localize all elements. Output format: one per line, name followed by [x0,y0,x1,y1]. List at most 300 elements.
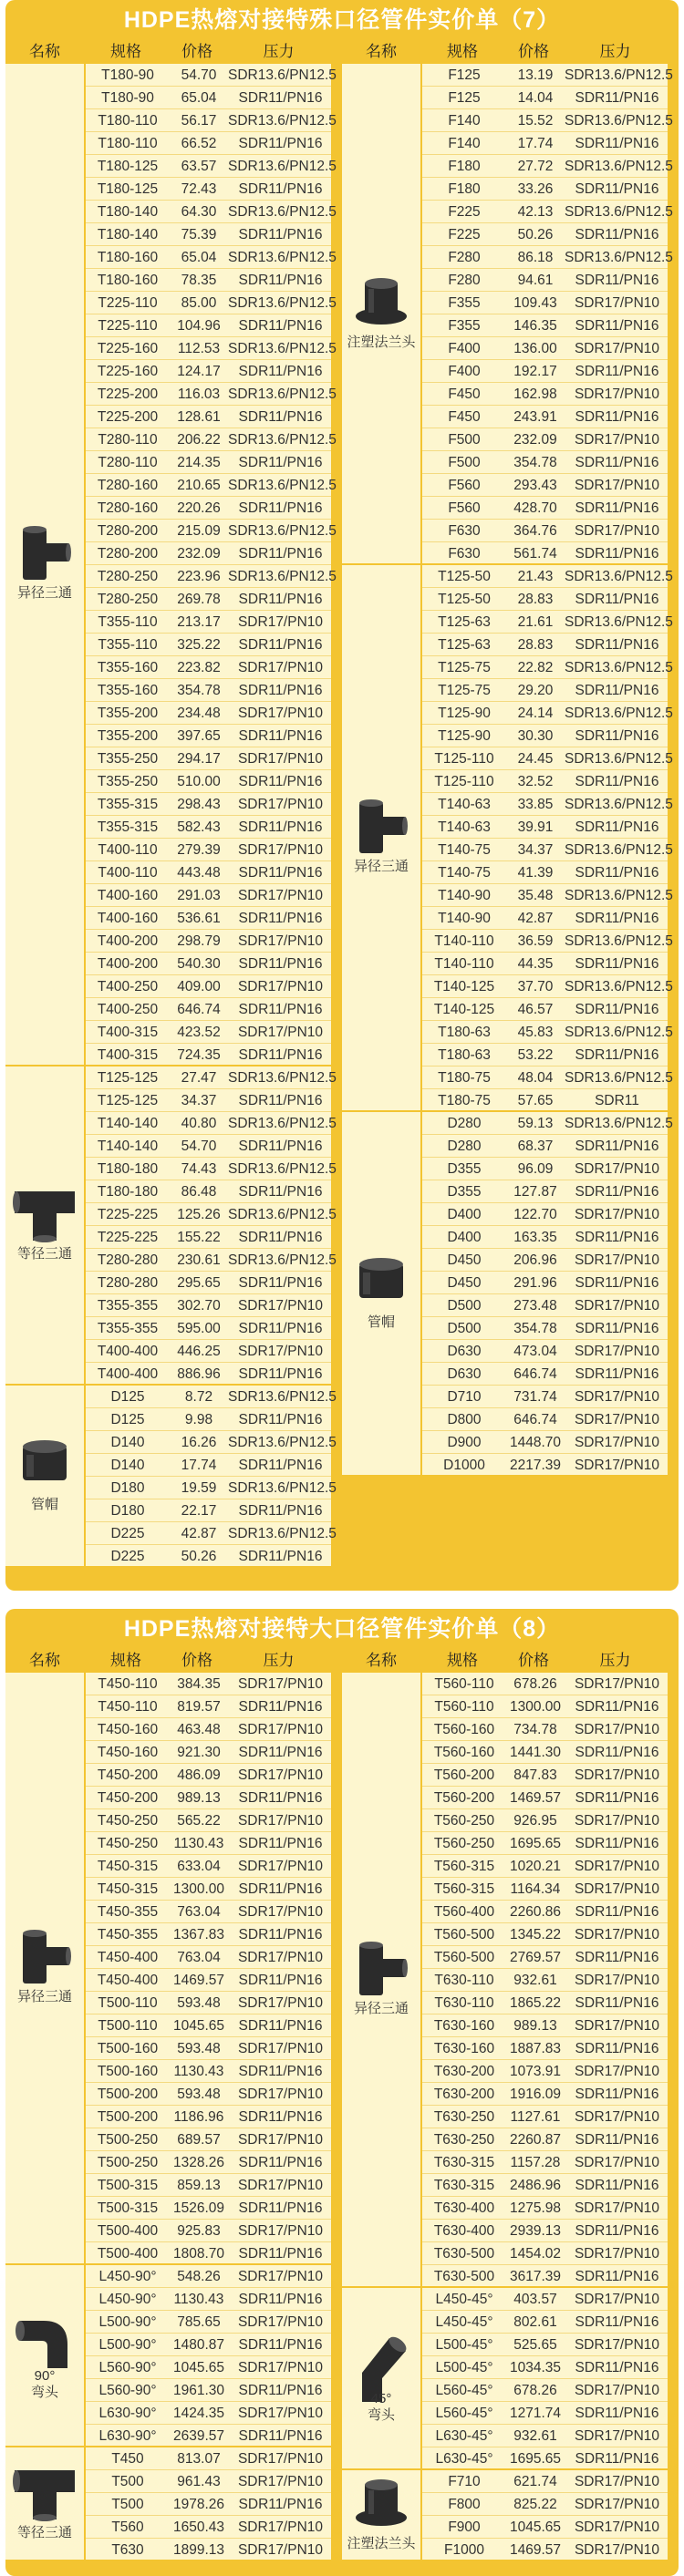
header-price: 价格 [518,1652,549,1669]
spec-cell: F710 [448,2474,481,2489]
pressure-cell: SDR11/PN16 [238,819,323,835]
price-cell: 50.26 [517,227,554,242]
price-cell: 206.22 [177,432,221,448]
price-cell: 2217.39 [509,1458,562,1473]
price-cell: 1130.43 [173,2292,224,2307]
pressure-cell: SDR11/PN16 [575,90,659,106]
spec-cell: T225-200 [97,386,159,402]
table-row [422,1363,668,1386]
pressure-cell: SDR11/PN16 [238,865,323,881]
price-cell: 989.13 [177,1790,221,1806]
spec-cell: D355 [447,1161,482,1177]
spec-cell: T630-160 [433,2018,495,2034]
table-row [422,1764,668,1787]
price-cell: 1865.22 [509,1995,562,2011]
table-row [422,201,673,223]
price-cell: 646.74 [513,1412,557,1427]
pressure-cell: SDR11/PN16 [238,136,323,151]
pressure-cell: SDR17/PN10 [237,1995,324,2011]
price-cell: 42.87 [517,911,554,926]
table-row [422,770,668,793]
spec-cell: T280-280 [97,1275,159,1291]
spec-cell: F355 [448,295,481,311]
table-row [422,588,668,611]
spec-cell: D400 [447,1230,482,1245]
pressure-cell: SDR17/PN10 [574,1767,660,1783]
spec-cell: L450-90° [98,2292,157,2307]
pressure-cell: SDR17/PN10 [574,2497,660,2512]
spec-cell: T225-200 [97,409,159,425]
pressure-cell: SDR11/PN16 [575,637,659,653]
pressure-cell: SDR17/PN10 [574,2200,660,2216]
table-row [422,1089,668,1112]
table-row [86,2128,331,2151]
section-title: HDPE热熔对接特殊口径管件实价单（7） [123,7,561,33]
pressure-cell: SDR13.6/PN12.5 [228,569,337,584]
pressure-cell: SDR11/PN16 [238,1699,323,1715]
pressure-cell: SDR11/PN16 [238,592,323,607]
price-cell: 269.78 [177,592,221,607]
price-cell: 1454.02 [509,2246,562,2262]
spec-cell: F560 [448,478,481,493]
price-cell: 428.70 [513,500,557,516]
pressure-cell: SDR13.6/PN12.5 [565,979,673,994]
price-cell: 847.83 [513,1767,557,1783]
spec-cell: T225-160 [97,341,159,356]
price-cell: 94.61 [517,273,554,288]
product-group [5,1066,84,1384]
header-spec: 规格 [110,1652,141,1669]
price-cell: 1300.00 [172,1881,225,1897]
table-row [86,155,337,178]
pressure-cell: SDR17/PN10 [574,2155,660,2170]
pressure-cell: SDR17/PN10 [574,2018,660,2034]
table-row [86,975,331,998]
price-cell: 136.00 [513,341,557,356]
spec-cell: T180-90 [101,90,154,106]
table-row [86,2037,331,2060]
pressure-cell: SDR17/PN10 [237,797,324,812]
spec-cell: L450-45° [435,2314,493,2330]
table-row [422,1203,668,1226]
price-cell: 273.48 [513,1298,557,1314]
pressure-cell: SDR13.6/PN12.5 [565,888,673,903]
table-row [422,1386,668,1408]
spec-cell: T400-200 [97,956,159,972]
table-row [86,246,337,269]
product-group [5,2447,84,2560]
spec-cell: T630-400 [433,2200,495,2216]
table-row [422,360,668,383]
header-pressure: 压力 [599,43,631,60]
pressure-cell: SDR17/PN10 [237,2360,324,2375]
table-row [86,1135,331,1158]
pressure-cell: SDR11/PN16 [575,1275,659,1291]
table-row [422,223,668,246]
spec-cell: T630 [111,2542,144,2558]
spec-cell: D180 [110,1480,145,1496]
spec-cell: T280-110 [98,432,158,448]
table-row [422,565,673,588]
price-cell: 66.52 [181,136,217,151]
price-cell: 215.09 [177,523,221,539]
price-cell: 1020.21 [509,1859,562,1874]
spec-cell: L560-45° [435,2406,493,2421]
pressure-cell: SDR17/PN10 [237,2451,324,2467]
table-row [422,1044,668,1066]
table-row [422,87,668,109]
spec-cell: T630-110 [434,1973,494,1988]
table-row [86,2174,331,2197]
pressure-cell: SDR13.6/PN12.5 [228,204,337,220]
price-cell: 486.09 [177,1767,221,1783]
pressure-cell: SDR17/PN10 [237,1767,324,1783]
price-cell: 1130.43 [173,2064,224,2079]
spec-cell: T355-315 [97,797,159,812]
table-row [422,109,673,132]
price-cell: 54.70 [181,67,217,83]
spec-cell: T500-160 [97,2041,159,2056]
pressure-cell: SDR11/PN16 [575,1699,659,1715]
spec-cell: T140-63 [438,797,491,812]
price-cell: 29.20 [517,683,554,698]
pressure-cell: SDR13.6/PN12.5 [228,1389,337,1405]
spec-cell: D280 [447,1116,482,1131]
table-row [86,1294,331,1317]
price-cell: 14.04 [517,90,554,106]
price-cell: 57.65 [517,1093,554,1108]
table-row [422,1249,668,1272]
pressure-cell: SDR17/PN10 [574,2474,660,2489]
pressure-cell: SDR11/PN16 [238,2246,323,2262]
spec-cell: T500 [111,2497,144,2512]
spec-cell: T125-110 [434,774,494,789]
pressure-cell: SDR17/PN10 [574,1161,660,1177]
price-cell: 926.95 [513,1813,557,1829]
price-cell: 294.17 [177,751,221,767]
pressure-cell: SDR11/PN16 [238,364,323,379]
spec-cell: T560-250 [433,1836,495,1851]
pressure-cell: SDR13.6/PN12.5 [565,842,673,858]
table-header [5,40,331,64]
table-row [86,1477,337,1499]
price-cell: 127.87 [513,1184,557,1200]
pressure-cell: SDR17/PN10 [237,2406,324,2421]
spec-cell: T630-500 [433,2269,495,2284]
price-cell: 2260.86 [509,1904,562,1920]
table-row [86,314,331,337]
table-row [422,1695,668,1718]
reducing-tee-icon [354,1941,409,2002]
spec-cell: D355 [447,1184,482,1200]
pressure-cell: SDR13.6/PN12.5 [565,1116,673,1131]
pressure-cell: SDR13.6/PN12.5 [565,797,673,812]
price-cell: 19.59 [181,1480,217,1496]
pressure-cell: SDR17/PN10 [574,2109,660,2125]
spec-cell: T180-125 [97,159,159,174]
spec-cell: T630-250 [433,2109,495,2125]
spec-cell: T450-160 [97,1745,159,1760]
pressure-cell: SDR11/PN16 [238,1002,323,1017]
header-pressure: 压力 [263,43,295,60]
price-cell: 54.70 [181,1139,217,1154]
pressure-cell: SDR11/PN16 [575,1836,659,1851]
pressure-cell: SDR11/PN16 [238,1321,323,1336]
spec-cell: T630-200 [433,2087,495,2102]
table-row [422,2470,668,2493]
product-name: 异径三通 [353,2000,409,2016]
table-row [86,1992,331,2014]
table-row [422,1741,668,1764]
table-row [86,292,337,314]
pressure-cell: SDR13.6/PN12.5 [228,386,337,402]
table-row [86,565,337,588]
table-row [86,474,337,497]
spec-cell: F280 [448,250,481,265]
pressure-cell: SDR11/PN16 [575,227,659,242]
price-cell: 125.26 [177,1207,221,1222]
price-cell: 423.52 [177,1025,221,1040]
pressure-cell: SDR11/PN16 [575,273,659,288]
spec-cell: T450-110 [98,1676,158,1692]
price-cell: 21.43 [517,569,554,584]
pressure-cell: SDR13.6/PN12.5 [228,523,337,539]
table-row [86,2197,331,2220]
spec-cell: T630-500 [433,2246,495,2262]
spec-cell: T450-315 [97,1859,159,1874]
table-row [86,132,331,155]
price-cell: 2939.13 [509,2223,562,2239]
spec-cell: T180-110 [98,113,158,129]
spec-cell: L630-90° [98,2428,157,2444]
table-row [422,2128,668,2151]
price-cell: 593.48 [177,2087,221,2102]
table-row [422,2379,668,2402]
pressure-cell: SDR17/PN10 [574,1458,660,1473]
pressure-cell: SDR13.6/PN12.5 [228,1070,337,1086]
pressure-cell: SDR13.6/PN12.5 [228,159,337,174]
spec-cell: T500-160 [97,2064,159,2079]
spec-cell: T140-75 [438,865,491,881]
table-row [422,2539,668,2561]
price-cell: 279.39 [177,842,221,858]
pressure-cell: SDR13.6/PN12.5 [228,478,337,493]
spec-cell: L500-45° [435,2337,493,2353]
spec-cell: F1000 [444,2542,484,2558]
spec-cell: T140-90 [438,888,491,903]
pressure-cell: SDR17/PN10 [237,2542,324,2558]
price-cell: 1164.34 [510,1881,561,1897]
table-row [422,2425,668,2447]
pressure-cell: SDR11/PN16 [238,637,323,653]
price-cell: 42.87 [181,1526,217,1541]
spec-cell: T180-160 [97,273,159,288]
spec-cell: T450-250 [97,1836,159,1851]
flange-adapter-icon [354,2476,409,2533]
table-row [422,474,668,497]
pressure-cell: SDR11/PN16 [238,409,323,425]
left-table [5,1649,331,2571]
table-row [422,406,668,428]
table-header [342,1649,668,1673]
pressure-cell: SDR11/PN16 [575,136,659,151]
table-row [422,2174,668,2197]
price-cell: 50.26 [181,1549,217,1564]
table-row [422,2083,668,2106]
spec-cell: T355-250 [97,751,159,767]
pressure-cell: SDR11/PN16 [238,2497,323,2512]
pressure-cell: SDR17/PN10 [574,1252,660,1268]
header-spec: 规格 [447,1652,478,1669]
table-row [86,2151,331,2174]
table-row [422,1340,668,1363]
price-cell: 1157.28 [510,2155,561,2170]
section-title: HDPE热熔对接特大口径管件实价单（8） [123,1616,561,1642]
price-cell: 75.39 [181,227,217,242]
table-row [86,2106,331,2128]
table-row [86,1340,331,1363]
price-section-2 [5,1609,679,2576]
pressure-cell: SDR11/PN16 [575,1047,659,1063]
pressure-cell: SDR11/PN16 [238,2337,323,2353]
price-cell: 678.26 [513,1676,557,1692]
spec-cell: T560-250 [433,1813,495,1829]
header-spec: 规格 [110,43,141,60]
table-row [86,2447,331,2470]
spec-cell: T355-200 [97,728,159,744]
spec-cell: T630-160 [433,2041,495,2056]
pressure-cell: SDR11/PN16 [238,1973,323,1988]
pressure-cell: SDR11/PN16 [238,774,323,789]
table-row [422,1718,668,1741]
spec-cell: D1000 [443,1458,485,1473]
pressure-cell: SDR17/PN10 [574,2383,660,2398]
table-row [422,1180,668,1203]
price-cell: 724.35 [177,1047,221,1063]
spec-cell: T355-315 [97,819,159,835]
product-group [5,64,84,1065]
product-name: 90° 弯头 [30,2368,58,2400]
price-cell: 443.48 [177,865,221,881]
spec-cell: T125-110 [434,751,494,767]
spec-cell: D400 [447,1207,482,1222]
pressure-cell: SDR17/PN10 [237,888,324,903]
product-name: 注塑法兰头 [347,335,416,350]
spec-cell: T560-200 [433,1790,495,1806]
table-row [86,1787,331,1809]
table-row [86,64,337,87]
price-cell: 1045.65 [509,2519,562,2535]
table-row [422,2151,668,2174]
price-cell: 763.04 [177,1904,221,1920]
table-row [422,998,668,1021]
table-row [422,1226,668,1249]
spec-cell: T280-280 [97,1252,159,1268]
table-row [86,2402,331,2425]
reducing-tee-icon [354,799,409,860]
table-row [422,2220,668,2242]
table-header [342,40,668,64]
spec-cell: T355-110 [98,637,158,653]
spec-cell: T630-315 [433,2178,495,2193]
price-cell: 646.74 [513,1366,557,1382]
price-cell: 582.43 [177,819,221,835]
table-row [86,2425,331,2447]
pressure-cell: SDR17/PN10 [237,1813,324,1829]
spec-cell: D500 [447,1298,482,1314]
spec-cell: T500-200 [97,2087,159,2102]
table-row [86,1545,331,1568]
spec-cell: T500-400 [97,2246,159,2262]
header-name: 名称 [29,1652,60,1669]
spec-cell: T400-160 [97,888,159,903]
spec-cell: T280-250 [97,569,159,584]
table-row [422,2265,668,2288]
product-name: 管帽 [30,1497,58,1512]
spec-cell: L450-90° [98,2269,157,2284]
spec-cell: T125-63 [438,614,491,630]
spec-cell: T180-140 [97,204,159,220]
spec-cell: T500-110 [98,1995,158,2011]
price-cell: 1045.65 [172,2018,225,2034]
table-row [86,2265,331,2288]
price-cell: 961.43 [177,2474,221,2489]
reducing-tee-icon [17,525,72,586]
spec-cell: T125-90 [438,706,491,721]
right-table [342,40,673,1585]
table-row [86,861,331,884]
spec-cell: T280-200 [97,523,159,539]
table-row [86,953,331,975]
spec-cell: T400-400 [97,1366,159,1382]
pressure-cell: SDR13.6/PN12.5 [565,933,673,949]
price-cell: 621.74 [513,2474,557,2489]
pressure-cell: SDR17/PN10 [237,2041,324,2056]
pressure-cell: SDR13.6/PN12.5 [228,1161,337,1177]
spec-cell: T400-160 [97,911,159,926]
price-cell: 1978.26 [172,2497,225,2512]
spec-cell: T280-200 [97,546,159,562]
table-row [422,2014,668,2037]
table-row [86,497,331,520]
table-row [422,64,673,87]
spec-cell: F450 [448,386,481,402]
spec-cell: F225 [448,204,481,220]
pressure-cell: SDR11/PN16 [575,318,659,334]
price-cell: 593.48 [177,2041,221,2056]
table-header [5,1649,331,1673]
spec-cell: F800 [448,2497,481,2512]
table-row [422,2060,668,2083]
pressure-cell: SDR13.6/PN12.5 [565,569,673,584]
spec-cell: D630 [447,1366,482,1382]
pressure-cell: SDR11 [595,1093,639,1108]
spec-cell: L500-45° [435,2360,493,2375]
pressure-cell: SDR17/PN10 [237,2269,324,2284]
price-cell: 540.30 [177,956,221,972]
spec-cell: T630-250 [433,2132,495,2148]
pressure-cell: SDR17/PN10 [237,2474,324,2489]
table-row [422,611,673,634]
header-name: 名称 [366,1652,397,1669]
price-cell: 116.03 [177,386,221,402]
table-row [86,1522,337,1545]
price-cell: 30.30 [517,728,554,744]
spec-cell: D140 [110,1458,145,1473]
price-cell: 2486.96 [509,2178,562,2193]
price-cell: 825.22 [513,2497,557,2512]
table-row [86,679,331,702]
